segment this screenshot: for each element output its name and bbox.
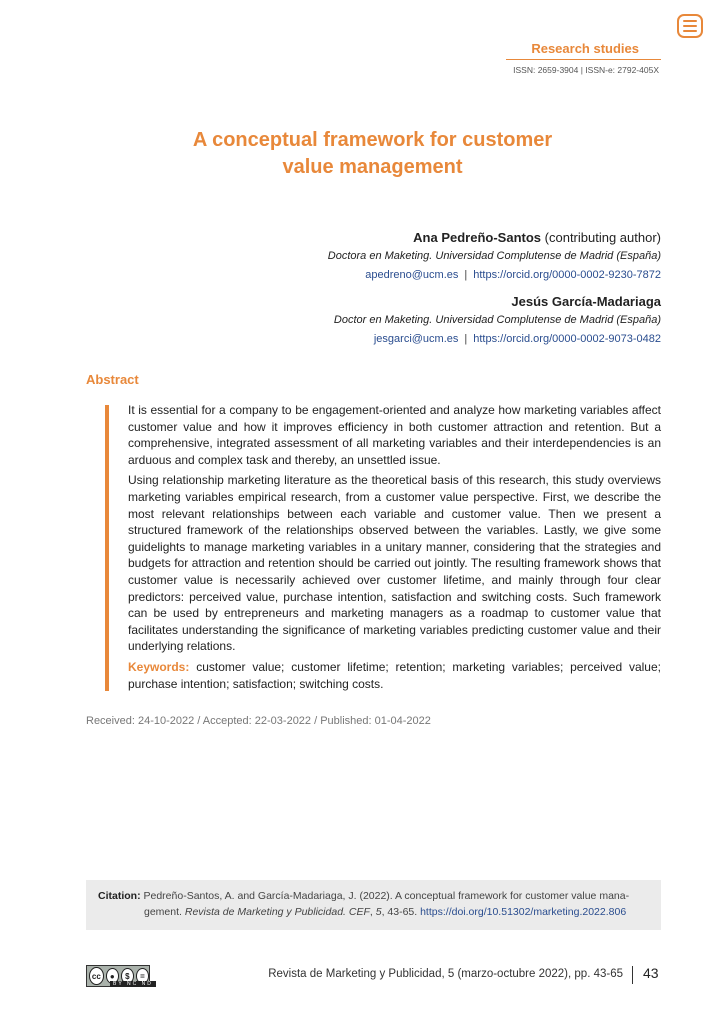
menu-line xyxy=(683,30,697,32)
author-2-affiliation: Doctor en Maketing. Universidad Complutense de Madrid (España) xyxy=(333,314,661,326)
keywords-label: Keywords: xyxy=(128,659,190,674)
paper-title xyxy=(0,127,725,181)
contact-separator: | xyxy=(464,269,468,281)
citation-text-2: gement. xyxy=(144,906,182,918)
contact-separator: | xyxy=(464,333,468,345)
author-1-name: Ana Pedreño-Santos xyxy=(413,230,542,245)
nd-icon: = xyxy=(136,968,149,984)
author-1-role: (contributing author) xyxy=(544,230,661,245)
author-2 xyxy=(161,293,661,348)
menu-line xyxy=(683,20,697,22)
citation-text-1: Pedreño-Santos, A. and García-Madariaga, J. (2022). A conceptual framework for customer value mana- xyxy=(143,890,630,902)
menu-icon[interactable] xyxy=(677,14,703,38)
cc-icon: cc xyxy=(89,967,104,985)
nc-icon: $ xyxy=(121,968,134,984)
publication-dates: Received: 24-10-2022 / Accepted: 22-03-2022 / Published: 01-04-2022 xyxy=(86,715,431,727)
citation-text-3: , xyxy=(369,906,373,918)
title-line-2: value management xyxy=(282,156,463,178)
abstract-body xyxy=(128,402,661,696)
keywords-list: customer value; customer lifetime; retention; marketing variables; perceived value; purchase intention; satisfaction; switching costs. xyxy=(128,659,661,691)
citation-doi-link[interactable]: https://doi.org/10.51302/marketing.2022.806 xyxy=(420,906,627,918)
author-2-name: Jesús García-Madariaga xyxy=(511,294,661,309)
abstract-accent-bar xyxy=(105,405,109,691)
citation-journal: Revista de Marketing y Publicidad. CEF xyxy=(184,906,370,918)
keywords xyxy=(128,659,661,692)
footer-journal-info: Revista de Marketing y Publicidad, 5 (marzo-octubre 2022), pp. 43-65 xyxy=(268,968,623,980)
section-divider xyxy=(506,59,661,60)
citation-text-4: , 43-65. xyxy=(381,906,418,918)
abstract-heading: Abstract xyxy=(86,372,139,387)
citation-label: Citation: xyxy=(98,890,141,902)
author-1-email-link[interactable]: apedreno@ucm.es xyxy=(365,269,459,281)
footer-divider xyxy=(632,966,633,984)
author-1-affiliation: Doctora en Maketing. Universidad Complutense de Madrid (España) xyxy=(327,250,661,262)
author-2-orcid-link[interactable]: https://orcid.org/0000-0002-9073-0482 xyxy=(473,333,661,345)
author-2-email-link[interactable]: jesgarci@ucm.es xyxy=(373,333,459,345)
abstract-paragraph-2: Using relationship marketing literature as the theoretical basis of this research, this study overviews marketing variables empirical research, from a customer value perspective. First, we describe the most relevant relationships between each variable and customer value. Then we present a structured framework of the relationships observed between the variables. Lastly, we give some guidelights to manage marketing variables in a unitary manner, considering that the strategies and budgets for attraction and retention should be carried out jointly. The resulting framework shows that customer value is necessarily achieved over customer lifetime, and mainly through four clear predictors: perceived value, purchase intention, satisfaction and switching costs. Such framework can be used by entrepreneurs and marketing managers as a roadmap to customer value that facilitates understanding the significance of marketing variables predicting customer value and their underlying relations. xyxy=(128,473,661,654)
page-number: 43 xyxy=(643,965,659,981)
citation-volume: 5 xyxy=(375,906,382,918)
author-1 xyxy=(161,229,661,284)
cc-license-strip: BY NC ND xyxy=(110,981,156,987)
menu-line xyxy=(683,25,697,27)
citation-box xyxy=(86,880,661,930)
issn-text: ISSN: 2659-3904 | ISSN-e: 2792-405X xyxy=(513,65,659,75)
by-icon: ● xyxy=(106,968,119,984)
author-1-orcid-link[interactable]: https://orcid.org/0000-0002-9230-7872 xyxy=(473,269,661,281)
title-line-1: A conceptual framework for customer xyxy=(192,129,553,151)
abstract-paragraph-1: It is essential for a company to be engagement-oriented and analyze how marketing variables affect customer value and how it improves efficiency in both customer attraction and retention. But a comprehensive, integrated assessment of all marketing variables and their interdependencies is an arduous and complex task and thereby, an unsettled issue. xyxy=(128,403,661,467)
section-label: Research studies xyxy=(531,41,639,56)
